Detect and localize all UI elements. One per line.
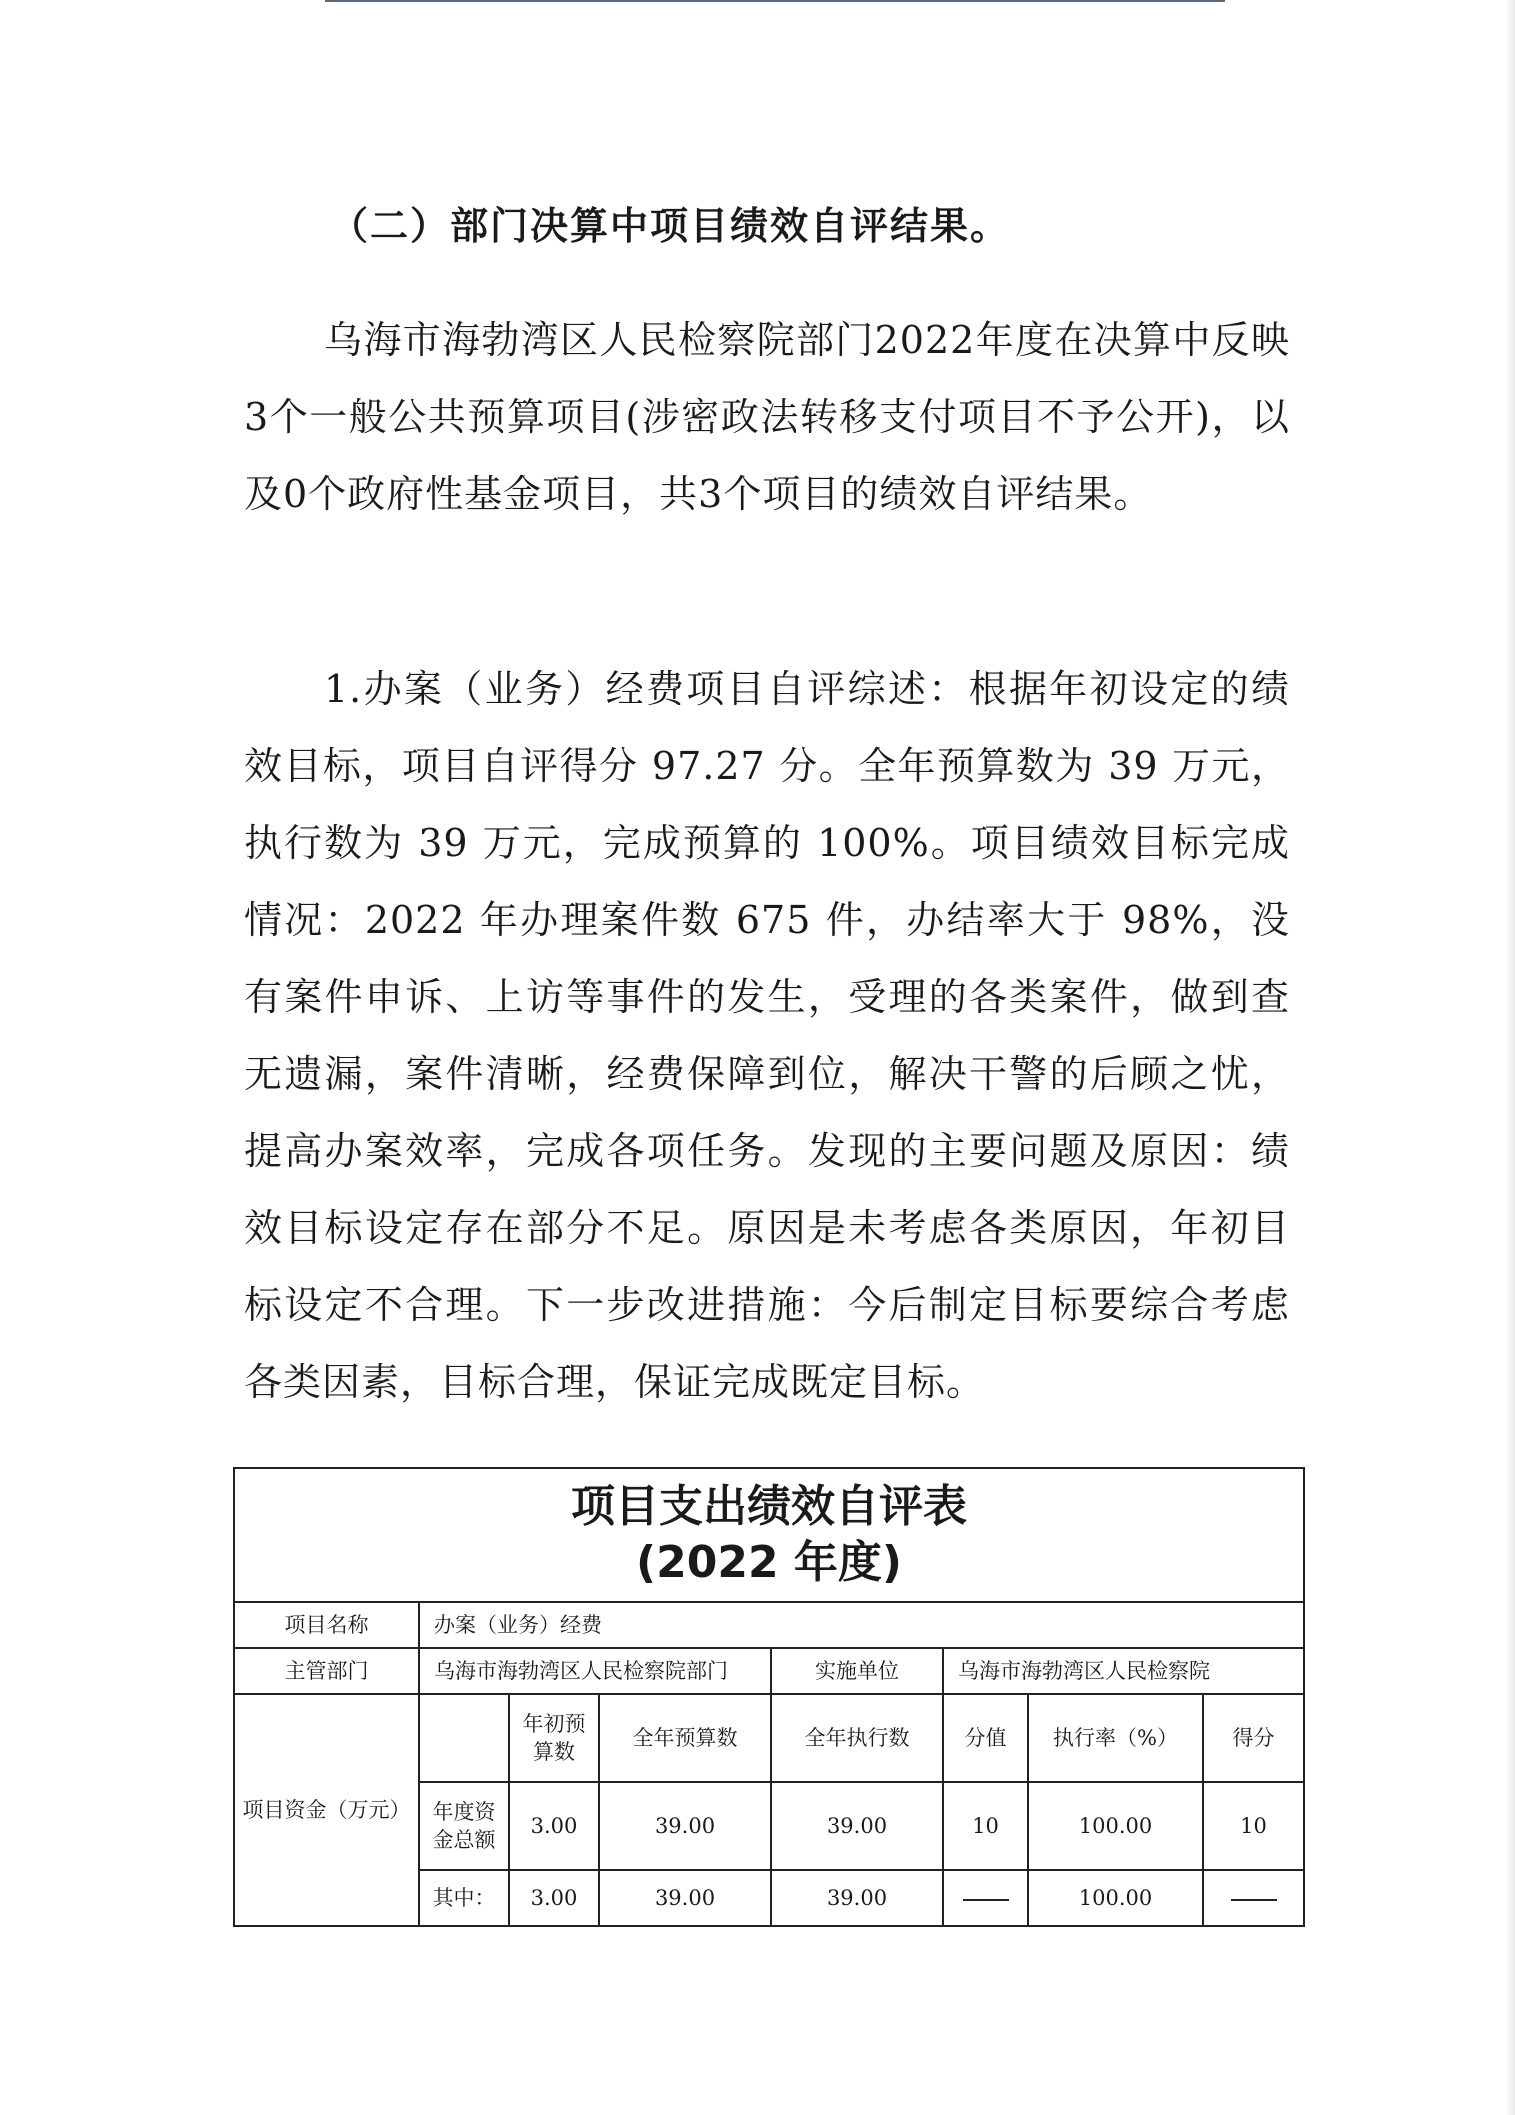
unit-value: 乌海市海勃湾区人民检察院 (943, 1648, 1304, 1694)
funds-label: 项目资金（万元） (234, 1694, 419, 1926)
row-total-annual-budget: 39.00 (599, 1782, 771, 1870)
dash-mark (963, 1899, 1009, 1901)
blank-header-cell (419, 1694, 509, 1782)
section-heading: （二）部门决算中项目绩效自评结果。 (330, 204, 1011, 248)
header-score: 得分 (1203, 1694, 1304, 1782)
header-score-value: 分值 (943, 1694, 1028, 1782)
row-total-annual-exec: 39.00 (771, 1782, 943, 1870)
row-total-label: 年度资金总额 (419, 1782, 509, 1870)
unit-label: 实施单位 (771, 1648, 943, 1694)
project-name-label: 项目名称 (234, 1602, 419, 1648)
page-edge (1505, 0, 1515, 2115)
header-annual-exec: 全年执行数 (771, 1694, 943, 1782)
project-name-value: 办案（业务）经费 (419, 1602, 1304, 1648)
dept-label: 主管部门 (234, 1648, 419, 1694)
dash-mark (1231, 1899, 1277, 1901)
row-total-score-value: 10 (943, 1782, 1028, 1870)
header-annual-budget: 全年预算数 (599, 1694, 771, 1782)
row-sub-score (1203, 1870, 1304, 1926)
paragraph-summary: 乌海市海勃湾区人民检察院部门2022年度在决算中反映3个一般公共预算项目(涉密政法转移支付项目不予公开)，以及0个政府性基金项目，共3个项目的绩效自评结果。 (244, 318, 1290, 516)
table-title-cell (234, 1468, 1304, 1602)
top-rule (325, 0, 1225, 2)
row-total-score: 10 (1203, 1782, 1304, 1870)
row-sub-initial: 3.00 (509, 1870, 599, 1926)
row-total-exec-rate: 100.00 (1028, 1782, 1203, 1870)
dept-value: 乌海市海勃湾区人民检察院部门 (419, 1648, 771, 1694)
performance-table (233, 1467, 1303, 1927)
table-subtitle: (2022 年度) (636, 1537, 902, 1588)
header-exec-rate: 执行率（%） (1028, 1694, 1203, 1782)
header-initial-budget: 年初预算数 (509, 1694, 599, 1782)
row-sub-label: 其中： (419, 1870, 509, 1926)
table-title: 项目支出绩效自评表 (571, 1481, 967, 1532)
row-sub-exec-rate: 100.00 (1028, 1870, 1203, 1926)
row-total-initial: 3.00 (509, 1782, 599, 1870)
row-sub-annual-budget: 39.00 (599, 1870, 771, 1926)
row-sub-annual-exec: 39.00 (771, 1870, 943, 1926)
row-sub-score-value (943, 1870, 1028, 1926)
paragraph-project-review: 1.办案（业务）经费项目自评综述：根据年初设定的绩效目标，项目自评得分 97.27 分。全年预算数为 39 万元，执行数为 39 万元，完成预算的 100%。项目绩效目标完成情况：2022 年办理案件数 675 件，办结率大于 98%，没有案件申诉、上访等事件的发生，受理的各类案件，做到查无遗漏，案件清晰，经费保障到位，解决干警的后顾之忧，提高办案效率，完成各项任务。发现的主要问题及原因：绩效目标设定存在部分不足。原因是未考虑各类原因，年初目标设定不合理。下一步改进措施：今后制定目标要综合考虑各类因素，目标合理，保证完成既定目标。 (244, 667, 1290, 1404)
